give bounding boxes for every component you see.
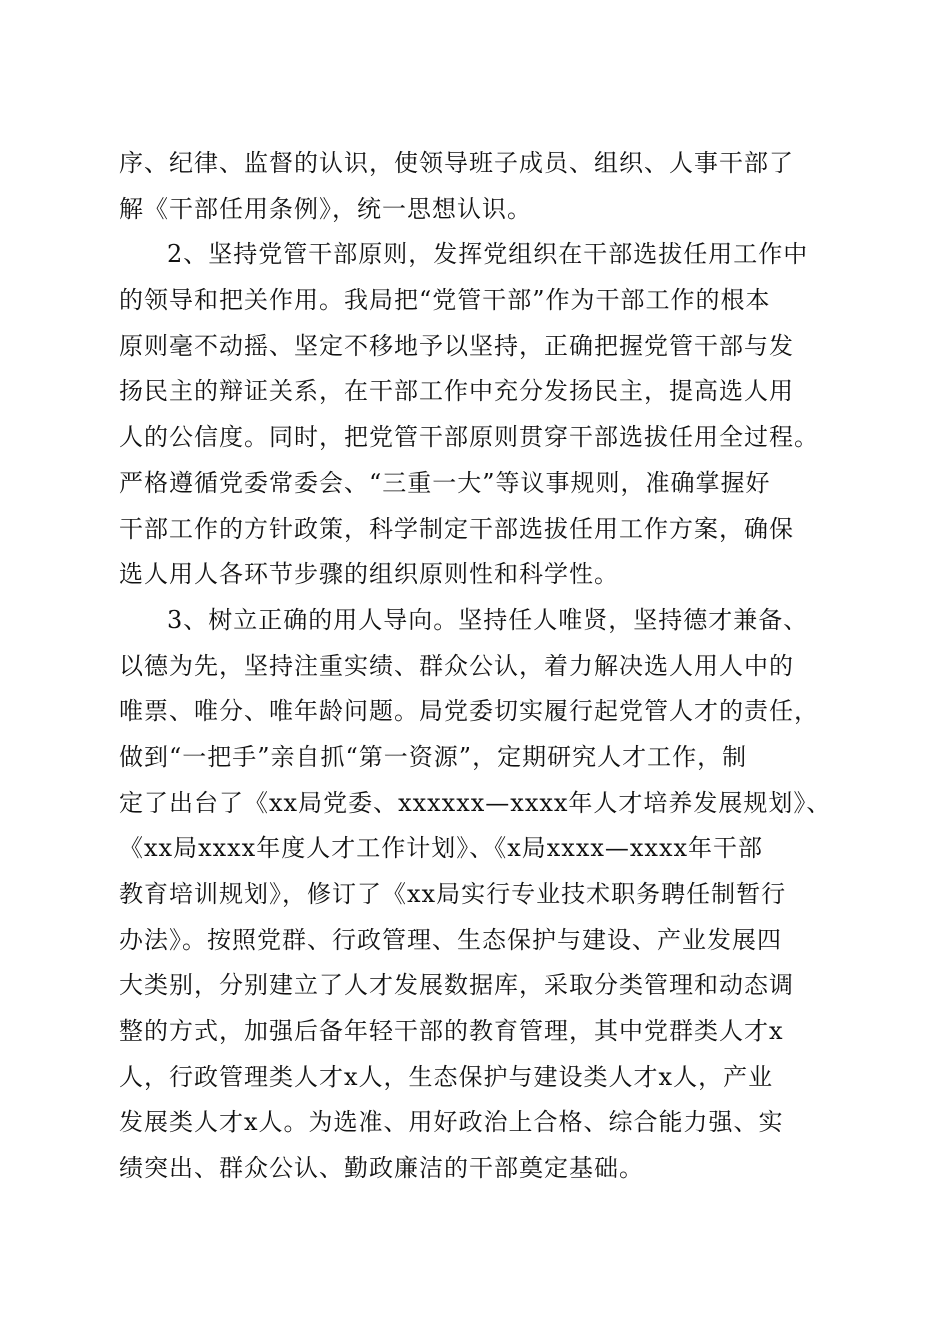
text-line: 定了出台了《xx局党委、xxxxxx—xxxx年人才培养发展规划》、 [119,788,832,817]
text-line: 干部工作的方针政策，科学制定干部选拔任用工作方案，确保 [119,514,794,543]
body-text [119,141,837,1192]
paragraph-start-line: 3、树立正确的用人导向。坚持任人唯贤，坚持德才兼备、 [167,605,809,634]
text-line: 解《干部任用条例》，统一思想认识。 [119,194,532,223]
text-line: 做到“一把手”亲自抓“第一资源”，定期研究人才工作，制 [119,742,748,771]
text-line: 绩突出、群众公认、勤政廉洁的干部奠定基础。 [119,1154,644,1183]
text-line: 《xx局xxxx年度人才工作计划》、《x局xxxx—xxxx年干部 [119,834,764,863]
text-line: 办法》。按照党群、行政管理、生态保护与建设、产业发展四 [119,925,782,954]
text-line: 教育培训规划》，修订了《xx局实行专业技术职务聘任制暂行 [119,880,787,908]
text-line: 的领导和把关作用。我局把“党管干部”作为干部工作的根本 [119,286,771,315]
text-line: 原则毫不动摇、坚定不移地予以坚持，正确把握党管干部与发 [119,331,794,360]
text-line: 大类别，分别建立了人才发展数据库，采取分类管理和动态调 [119,971,794,1000]
text-line: 以德为先，坚持注重实绩、群众公认，着力解决选人用人中的 [119,651,794,680]
text-line: 序、纪律、监督的认识，使领导班子成员、组织、人事干部了 [119,149,794,177]
text-line: 选人用人各环节步骤的组织原则性和科学性。 [119,560,619,589]
text-line: 唯票、唯分、唯年龄问题。局党委切实履行起党管人才的责任， [119,697,819,726]
text-line: 人，行政管理类人才x人，生态保护与建设类人才x人，产业 [119,1062,774,1091]
text-line: 整的方式，加强后备年轻干部的教育管理，其中党群类人才x [119,1017,784,1046]
text-line: 人的公信度。同时，把党管干部原则贯穿干部选拔任用全过程。 [119,423,819,452]
text-line: 发展类人才x人。为选准、用好政治上合格、综合能力强、实 [119,1108,784,1137]
paragraph-start-line: 2、坚持党管干部原则，发挥党组织在干部选拔任用工作中 [167,240,809,269]
text-line: 扬民主的辩证关系，在干部工作中充分发扬民主，提高选人用 [119,377,794,406]
text-line: 严格遵循党委常委会、“三重一大”等议事规则，准确掌握好 [119,468,771,497]
